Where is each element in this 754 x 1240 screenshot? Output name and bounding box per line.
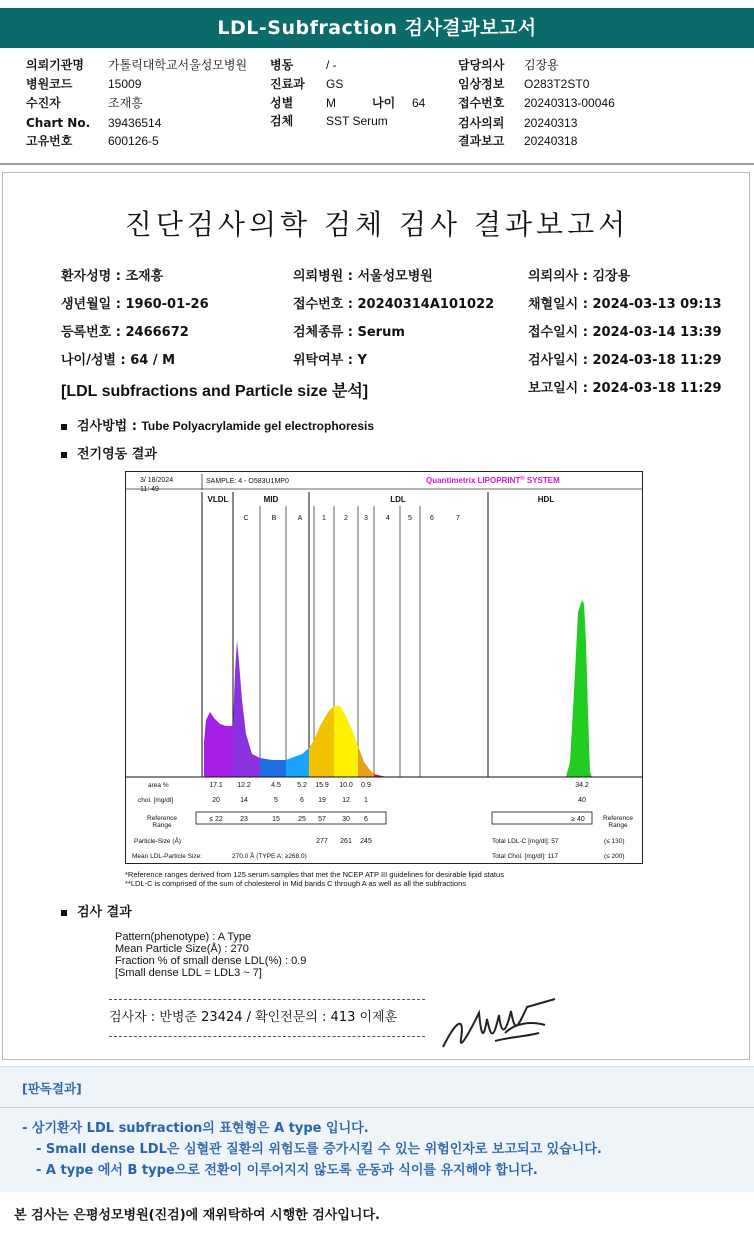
- section-title: [LDL subfractions and Particle size 분석]: [61, 383, 369, 400]
- info-name: 환자성명 : 조재흥: [61, 269, 164, 284]
- info-received: 접수일시 : 2024-03-14 13:39: [528, 325, 722, 340]
- header-value: 20240313-00046: [524, 96, 615, 110]
- interpretation-title: [판독결과]: [22, 1081, 82, 1096]
- chol-value-6: 1: [364, 797, 368, 804]
- signature-line: 검사자 : 반병준 23424 / 확인전문의 : 413 이제훈: [109, 999, 425, 1037]
- header-value: 600126-5: [108, 134, 159, 148]
- result-line: Fraction % of small dense LDL(%) : 0.9: [115, 955, 307, 967]
- method-value: Tube Polyacrylamide gel electrophoresis: [141, 419, 375, 433]
- info-receipt: 접수번호 : 20240314A101022: [293, 297, 495, 312]
- area-value-3: 5.2: [297, 782, 307, 789]
- ref-value-5: 30: [342, 816, 350, 823]
- band-label-5: 5: [408, 515, 412, 522]
- chol-value-4: 19: [318, 797, 326, 804]
- area-value-5: 10.0: [339, 782, 353, 789]
- area-ldl-1: [309, 706, 334, 777]
- ref-value-0: ≤ 22: [209, 816, 223, 823]
- area-mid-c: [233, 640, 260, 777]
- interpretation-box: [0, 1066, 754, 1192]
- ref-right-l1: Reference: [603, 815, 633, 822]
- result-line: Mean Particle Size(Å) : 270: [115, 943, 249, 955]
- header-value: 20240318: [524, 134, 578, 148]
- total-ldl-ref: (≤ 130): [604, 838, 625, 845]
- header-label: 병동: [270, 58, 294, 72]
- info-specimen: 검체종류 : Serum: [293, 325, 405, 340]
- band-label-2: 2: [344, 515, 348, 522]
- info-consign: 위탁여부 : Y: [293, 353, 367, 368]
- header-label: 고유번호: [26, 134, 73, 148]
- header-value: 조재흥: [108, 96, 143, 110]
- header-value: 15009: [108, 77, 142, 91]
- header-label: 담당의사: [458, 58, 505, 72]
- interpretation-line: - Small dense LDL은 심혈관 질환의 위험도를 증가시킬 수 있는 위험인자로 보고되고 있습니다.: [36, 1142, 602, 1157]
- ref-value-1: 23: [240, 816, 248, 823]
- ref-value-2: 15: [272, 816, 280, 823]
- ref-box-left: [196, 812, 386, 824]
- chol-value-2: 5: [274, 797, 278, 804]
- header-label: 성별: [270, 96, 294, 110]
- area-ldl-2: [334, 706, 358, 777]
- ref-value-7: ≥ 40: [571, 816, 585, 823]
- total-ldl: Total LDL-C [mg/dl]: 57: [492, 838, 559, 845]
- area-vldl: [204, 712, 233, 777]
- chart-notes: [125, 870, 504, 888]
- area-value-2: 4.5: [271, 782, 281, 789]
- group-label-hdl: HDL: [537, 495, 555, 504]
- result-block: [115, 931, 306, 979]
- chol-value-1: 14: [240, 797, 248, 804]
- signature-image: [435, 993, 565, 1057]
- electro-label: 전기영동 결과: [77, 447, 157, 462]
- ref-label-l2: Range: [152, 822, 172, 829]
- ref-right-l2: Range: [608, 822, 628, 829]
- header-value: GS: [326, 77, 344, 91]
- header-value: SST Serum: [326, 114, 388, 128]
- header-label: 검사의뢰: [458, 116, 505, 130]
- result-line: [Small dense LDL = LDL3 ~ 7]: [115, 967, 262, 979]
- chol-value-7: 40: [578, 797, 586, 804]
- area-value-1: 12.2: [237, 782, 251, 789]
- chart-date: 3/ 18/2024: [140, 477, 174, 484]
- header-value: / -: [326, 58, 337, 72]
- group-label-ldl: LDL: [390, 495, 406, 504]
- report-title-bar: LDL-Subfraction 검사결과보고서: [0, 8, 754, 48]
- band-label-1: 1: [322, 515, 326, 522]
- chart-svg: [126, 472, 643, 864]
- header-value: 가톨릭대학교서울성모병원: [108, 58, 248, 72]
- report-title: 진단검사의학 검체 검사 결과보고서: [124, 208, 630, 241]
- result-label: 검사 결과: [77, 905, 132, 920]
- row-label-mean: Mean LDL-Particle Size:: [132, 853, 203, 860]
- header-value: M: [326, 96, 336, 110]
- header-value: 20240313: [524, 116, 578, 130]
- result-line: Pattern(phenotype) : A Type: [115, 931, 252, 943]
- group-label-mid: MID: [263, 495, 279, 504]
- header-label: 접수번호: [458, 96, 505, 110]
- area-value-4: 15.9: [315, 782, 329, 789]
- area-mid-b: [260, 758, 286, 777]
- area-ldl-3: [358, 746, 374, 777]
- total-chol-ref: (≤ 200): [604, 853, 625, 860]
- mean-size-value: 270.0 Å (TYPE A; ≥268.0): [232, 853, 307, 860]
- note-line: **LDL-C is comprised of the sum of cholesterol in Mid bands C through A as well as all the subfractions: [125, 879, 467, 888]
- info-tested: 검사일시 : 2024-03-18 11:29: [528, 353, 722, 368]
- age-value: 64: [412, 96, 426, 110]
- electro-heading: [61, 443, 157, 462]
- header-label: 결과보고: [458, 134, 505, 148]
- band-label-7: 7: [456, 515, 460, 522]
- area-value-7: 34.2: [575, 782, 589, 789]
- total-chol: Total Chol. [mg/dl]: 117: [492, 853, 558, 860]
- ref-label-l1: Reference: [147, 815, 177, 822]
- info-hospital: 의뢰병원 : 서울성모병원: [293, 269, 433, 284]
- band-label-C: C: [243, 515, 249, 522]
- chart-sample: SAMPLE: 4 - O583U1MP0: [206, 478, 289, 485]
- psize-value-1: 261: [340, 838, 352, 845]
- header-label: 검체: [270, 114, 294, 128]
- band-label-A: A: [297, 515, 303, 522]
- band-label-B: B: [271, 515, 277, 522]
- info-regno: 등록번호 : 2466672: [61, 325, 189, 340]
- info-doctor: 의뢰의사 : 김장용: [528, 269, 631, 284]
- info-reported: 보고일시 : 2024-03-18 11:29: [528, 381, 722, 396]
- note-line: *Reference ranges derived from 125 serum samples that met the NCEP ATP III guidelines for desirable lipid status: [125, 870, 504, 879]
- info-collect: 채혈일시 : 2024-03-13 09:13: [528, 297, 722, 312]
- group-label-vldl: VLDL: [207, 495, 229, 504]
- info-agesex: 나이/성별 : 64 / M: [61, 353, 176, 368]
- ref-value-6: 6: [364, 816, 368, 823]
- info-birth: 생년월일 : 1960-01-26: [61, 297, 209, 312]
- interpretation-line: - A type 에서 B type으로 전환이 이루어지지 않도록 운동과 식이를 유지해야 합니다.: [36, 1163, 538, 1178]
- band-label-3: 3: [364, 515, 368, 522]
- ref-value-3: 25: [298, 816, 306, 823]
- area-value-0: 17.1: [209, 782, 223, 789]
- header-label: 임상정보: [458, 77, 505, 91]
- divider: [0, 163, 754, 165]
- method-line: [61, 415, 374, 434]
- method-label: 검사방법 :: [77, 419, 142, 434]
- header-value: 김장용: [524, 58, 559, 72]
- area-value-6: 0.9: [361, 782, 371, 789]
- chart-brand: Quantimetrix LIPOPRINT® SYSTEM: [426, 476, 560, 485]
- area-mid-a: [286, 748, 309, 777]
- area-hdl: [566, 600, 592, 777]
- psize-value-0: 277: [316, 838, 328, 845]
- interpretation-line: - 상기환자 LDL subfraction의 표현형은 A type 입니다.: [22, 1121, 369, 1136]
- header-label: 수진자: [26, 96, 61, 110]
- band-label-6: 6: [430, 515, 434, 522]
- report-sheet: [2, 172, 750, 1060]
- chart-time: 11: 49: [140, 486, 159, 493]
- header-value: 39436514: [108, 116, 162, 130]
- age-label: 나이: [372, 96, 396, 110]
- row-label-area: area %: [148, 782, 169, 789]
- header-value: O283T2ST0: [524, 77, 590, 91]
- footer-note: 본 검사는 은평성모병원(진검)에 재위탁하여 시행한 검사입니다.: [14, 1208, 380, 1223]
- header-label: 진료과: [270, 77, 305, 91]
- chol-value-5: 12: [342, 797, 350, 804]
- header-label: Chart No.: [26, 116, 91, 130]
- header-label: 병원코드: [26, 77, 73, 91]
- ref-value-4: 57: [318, 816, 326, 823]
- chol-value-3: 6: [300, 797, 304, 804]
- row-label-chol: chol. [mg/dl]: [138, 797, 174, 804]
- band-label-4: 4: [386, 515, 390, 522]
- electrophoresis-chart: [125, 471, 643, 864]
- row-label-psize: Particle-Size (Å): [134, 838, 181, 845]
- header-label: 의뢰기관명: [26, 58, 84, 72]
- psize-value-2: 245: [360, 838, 372, 845]
- chol-value-0: 20: [212, 797, 220, 804]
- result-heading: [61, 901, 132, 920]
